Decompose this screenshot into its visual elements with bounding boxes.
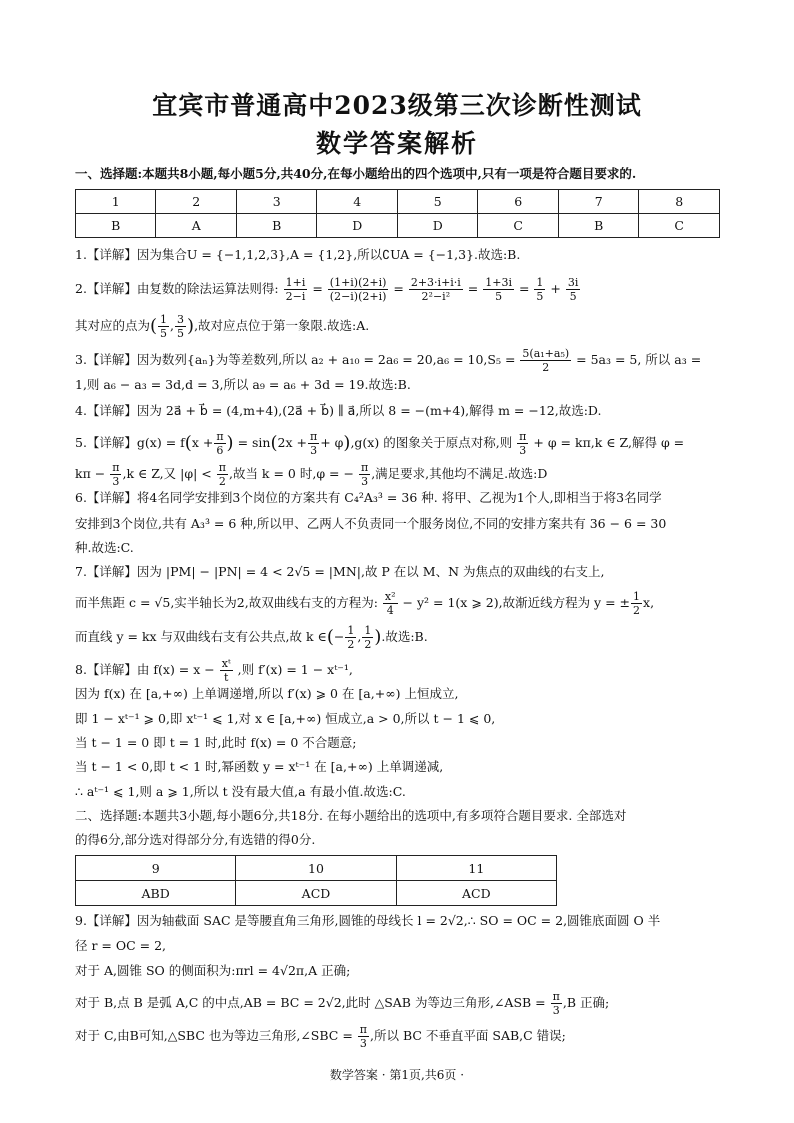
fraction-numerator: (1+i)(2+i) (329, 276, 387, 289)
fraction (551, 990, 562, 1017)
q8-text: 8.【详解】由 f(x) = x − (75, 662, 215, 677)
fraction-denominator: 6 (216, 444, 224, 457)
fraction (534, 276, 545, 303)
document-subtitle: 数学答案解析 (315, 129, 478, 158)
table-cell: ABD (76, 881, 236, 906)
q9-text: ,B 正确; (562, 995, 610, 1010)
paren-open: ( (270, 432, 278, 454)
fraction-numerator: 1 (536, 276, 544, 289)
paren-open: ( (150, 315, 158, 337)
fraction-numerator: 1 (160, 313, 168, 326)
table-cell: 6 (478, 190, 559, 214)
fraction-denominator: 3 (112, 475, 120, 488)
q2-line2-prefix: 其对应的点为 (75, 318, 151, 333)
table-cell: 5 (397, 190, 478, 214)
q2-solution-line1: 2.【详解】由复数的除法运算法则得: $\frac{1+i}{2-i}$ = $\frac{(1+i)(2+i)}{(2-i)(2+i)}$ = $\frac{2+3\cdot i+i\cdot i}{\text{2²−i²}}$ = $\frac{1+3i}{5}$ = $\frac{1}{5}$ + $\frac{3i}{5}$ (75, 276, 579, 303)
q9-text: 对于 B,点 B 是弧 A,C 的中点,AB = BC = 2√2,此时 △SAB 为等边三角形,∠ASB = (75, 995, 546, 1010)
q7-text: x, (643, 595, 655, 610)
fraction (631, 590, 642, 617)
q8-solution-line2: 因为 f(x) 在 [a,+∞) 上单调递增,所以 f′(x) ⩾ 0 在 [a,+∞) 上恒成立, (75, 686, 459, 701)
paren-close: ) (187, 315, 195, 337)
section2-heading-line1: 二、选择题:本题共3小题,每小题6分,共18分. 在每小题给出的选项中,有多项符合题目要求. 全部选对 (75, 808, 627, 823)
q7-solution-line2 (75, 590, 654, 617)
q2-solution-line2: 其对应的点为( $\frac{1}{5}$ , $\frac{3}{5}$ ),故对应点位于第一象限.故选:A. (75, 313, 370, 340)
q8-solution-line4: 当 t − 1 = 0 即 t = 1 时,此时 f(x) = 0 不合题意; (75, 735, 357, 750)
q3-solution-line1 (75, 347, 701, 374)
q5-solution-line1 (75, 430, 684, 457)
fraction-numerator: π (112, 461, 120, 474)
fraction-numerator: 2+3·i+i·i (410, 276, 461, 289)
q4-solution: 4.【详解】因为 2a⃗ + b⃗ = (4,m+4),(2a⃗ + b⃗) ∥ a⃗,所以 8 = −(m+4),解得 m = −12,故选:D. (75, 403, 602, 418)
fraction (517, 430, 528, 457)
fraction (520, 347, 571, 374)
fraction (359, 461, 370, 488)
fraction-numerator: π (552, 990, 560, 1003)
table-cell: 1 (76, 190, 156, 214)
q7-solution-line1: 7.【详解】因为 |PM| − |PN| = 4 < 2√5 = |MN|,故 P 在以 M、N 为焦点的双曲线的右支上, (75, 564, 605, 579)
answer-table-2-numbers-row (76, 856, 557, 881)
q9-solution-line3: 对于 A,圆锥 SO 的侧面积为:πrl = 4√2π,A 正确; (75, 963, 351, 978)
q9-text: 对于 C,由B可知,△SBC 也为等边三角形,∠SBC = (75, 1028, 353, 1043)
fraction-numerator: 3i (567, 276, 579, 289)
fraction-numerator: 1 (347, 624, 355, 637)
q2-prefix: 2.【详解】由复数的除法运算法则得: (75, 281, 279, 296)
q8-solution-line6: ∴ aᵗ⁻¹ ⩽ 1,则 a ⩾ 1,所以 t 没有最大值,a 有最小值.故选:C. (75, 784, 406, 799)
answer-table-1 (75, 189, 720, 238)
fraction (409, 276, 463, 303)
paren-close: ) (343, 432, 351, 454)
q7-text: − y² = 1(x ⩾ 2),故渐近线方程为 y = ± (402, 595, 631, 610)
fraction-denominator: 5 (569, 290, 577, 303)
table-cell: 7 (558, 190, 638, 214)
fraction-denominator: 2²−i² (421, 290, 451, 303)
fraction-numerator: 1 (364, 624, 372, 637)
fraction-numerator: 5(a₁+a₅) (522, 347, 570, 360)
q9-solution-line1: 9.【详解】因为轴截面 SAC 是等腰直角三角形,圆锥的母线长 l = 2√2,∴ SO = OC = 2,圆锥底面圆 O 半 (75, 913, 661, 928)
paren-open: ( (326, 626, 334, 648)
q6-solution-line2: 安排到3个岗位,共有 A₃³ = 6 种,所以甲、乙两人不负责同一个服务岗位,不同的安排方案共有 36 − 6 = 30 (75, 516, 667, 531)
q7-text: , (357, 629, 362, 644)
paren-close: ) (374, 626, 382, 648)
answer-table-1-answers-row (76, 214, 720, 238)
fraction-denominator: 2 (347, 638, 355, 651)
fraction-denominator: 2−i (285, 290, 306, 303)
q8-solution-line1 (75, 657, 353, 684)
document-title: 宜宾市普通高中2023级第三次诊断性测试 (152, 91, 642, 120)
fraction-numerator: π (309, 430, 318, 443)
q5-text: + φ = kπ,k ∈ Z,解得 φ = (533, 435, 685, 450)
fraction-numerator: π (359, 1023, 368, 1036)
q5-text: = sin (237, 435, 271, 450)
fraction-denominator: 3 (519, 444, 527, 457)
fraction (566, 276, 581, 303)
fraction-denominator: 2 (218, 475, 226, 488)
fraction (284, 276, 308, 303)
fraction (175, 313, 186, 340)
fraction-denominator: (2−i)(2+i) (329, 290, 387, 303)
table-cell: 11 (396, 856, 556, 881)
fraction-denominator: 3 (552, 1004, 560, 1017)
fraction-denominator: 2 (633, 604, 641, 617)
page-footer: 数学答案 · 第1页,共6页 · (329, 1068, 465, 1082)
fraction-denominator: 5 (495, 290, 503, 303)
fraction-denominator: 2 (542, 361, 550, 374)
q5-text: ,故当 k = 0 时,φ = − (228, 466, 354, 481)
fraction (345, 624, 356, 651)
q7-text: − (333, 629, 345, 644)
fraction-denominator: 5 (177, 327, 185, 340)
q5-text: + φ (320, 435, 344, 450)
q3-line1-suffix: = 5a₃ = 5, 所以 a₃ = (576, 352, 702, 367)
fraction-denominator: 3 (359, 1037, 367, 1050)
paren-close: ) (226, 432, 234, 454)
fraction (308, 430, 319, 457)
answer-table-2-answers-row (76, 881, 557, 906)
table-cell: 8 (639, 190, 720, 214)
q6-solution-line1: 6.【详解】将4名同学安排到3个岗位的方案共有 C₄²A₃³ = 36 种. 将甲、乙视为1个人,即相当于将3名同学 (75, 490, 662, 505)
q3-line1-prefix: 3.【详解】因为数列{aₙ}为等差数列,所以 a₂ + a₁₀ = 2a₆ = 20,a₆ = 10,S₅ = (75, 352, 516, 367)
fraction-numerator: xᵗ (221, 657, 231, 670)
fraction (214, 430, 225, 457)
fraction (328, 276, 389, 303)
table-cell: ACD (396, 881, 556, 906)
table-cell: D (397, 214, 478, 238)
table-cell: 9 (76, 856, 236, 881)
fraction-numerator: π (218, 461, 226, 474)
fraction-numerator: 3 (177, 313, 185, 326)
q3-solution-line2: 1,则 a₆ − a₃ = 3d,d = 3,所以 a₉ = a₆ + 3d = 19.故选:B. (75, 377, 411, 392)
answer-table-1-numbers-row (76, 190, 720, 214)
table-cell: B (558, 214, 638, 238)
q7-text: 而半焦距 c = √5,实半轴长为2,故双曲线右支的方程为: (75, 595, 378, 610)
table-cell: B (236, 214, 316, 238)
section1-heading: 一、选择题:本题共8小题,每小题5分,共40分,在每小题给出的四个选项中,只有一项是符合题目要求的. (75, 166, 637, 181)
q7-solution-line3 (75, 624, 428, 651)
fraction-numerator: π (519, 430, 527, 443)
q7-text: 而直线 y = kx 与双曲线右支有公共点,故 k ∈ (75, 629, 327, 644)
paren-open: ( (184, 432, 192, 454)
fraction (383, 590, 398, 617)
fraction (217, 461, 228, 488)
q5-text: 5.【详解】g(x) = f (75, 435, 185, 450)
q6-solution-line3: 种.故选:C. (75, 540, 134, 555)
table-cell: 3 (236, 190, 316, 214)
fraction-denominator: 3 (310, 444, 318, 457)
q5-text: x + (191, 435, 214, 450)
table-cell: C (478, 214, 559, 238)
q5-text: 2x + (277, 435, 307, 450)
table-cell: A (156, 214, 236, 238)
fraction-denominator: t (223, 671, 229, 684)
fraction-numerator: x² (384, 590, 396, 603)
fraction (362, 624, 373, 651)
table-cell: 10 (236, 856, 396, 881)
fraction-numerator: 1 (633, 590, 641, 603)
q5-text: ,g(x) 的图象关于原点对称,则 (350, 435, 513, 450)
q7-text: .故选:B. (381, 629, 428, 644)
fraction (483, 276, 514, 303)
fraction-denominator: 5 (160, 327, 168, 340)
table-cell: ACD (236, 881, 396, 906)
table-cell: D (317, 214, 398, 238)
table-cell: B (76, 214, 156, 238)
table-cell: C (639, 214, 720, 238)
fraction-numerator: 1+3i (485, 276, 512, 289)
fraction-numerator: π (360, 461, 369, 474)
fraction-denominator: 4 (386, 604, 394, 617)
table-cell: 4 (317, 190, 398, 214)
fraction (358, 1023, 369, 1050)
q9-solution-line4 (75, 990, 609, 1017)
q5-text: ,满足要求,其他均不满足.故选:D (371, 466, 548, 481)
q5-text: ,k ∈ Z,又 |φ| < (122, 466, 212, 481)
q9-text: ,所以 BC 不垂直平面 SAB,C 错误; (370, 1028, 566, 1043)
table-cell: 2 (156, 190, 236, 214)
fraction-denominator: 5 (536, 290, 544, 303)
fraction-numerator: π (216, 430, 224, 443)
q5-text: kπ − (75, 466, 106, 481)
fraction-denominator: 2 (364, 638, 372, 651)
q9-solution-line2: 径 r = OC = 2, (75, 938, 167, 953)
q8-text: ,则 f′(x) = 1 − xᵗ⁻¹, (237, 662, 353, 677)
q8-solution-line5: 当 t − 1 < 0,即 t < 1 时,幂函数 y = xᵗ⁻¹ 在 [a,+∞) 上单调递减, (75, 759, 444, 774)
q5-solution-line2 (75, 461, 547, 488)
fraction (158, 313, 169, 340)
q9-solution-line5 (75, 1023, 566, 1050)
fraction (110, 461, 121, 488)
fraction-denominator: 3 (361, 475, 369, 488)
q8-solution-line3: 即 1 − xᵗ⁻¹ ⩾ 0,即 xᵗ⁻¹ ⩽ 1,对 x ∈ [a,+∞) 恒成立,a > 0,所以 t − 1 ⩽ 0, (75, 711, 496, 726)
q1-solution: 1.【详解】因为集合U = {−1,1,2,3},A = {1,2},所以∁UA = {−1,3}.故选:B. (75, 247, 521, 262)
q2-line2-suffix: ,故对应点位于第一象限.故选:A. (194, 318, 370, 333)
answer-table-2 (75, 855, 557, 906)
fraction-numerator: 1+i (285, 276, 306, 289)
section2-heading-line2: 的得6分,部分选对得部分分,有选错的得0分. (75, 832, 316, 847)
fraction (220, 657, 233, 684)
